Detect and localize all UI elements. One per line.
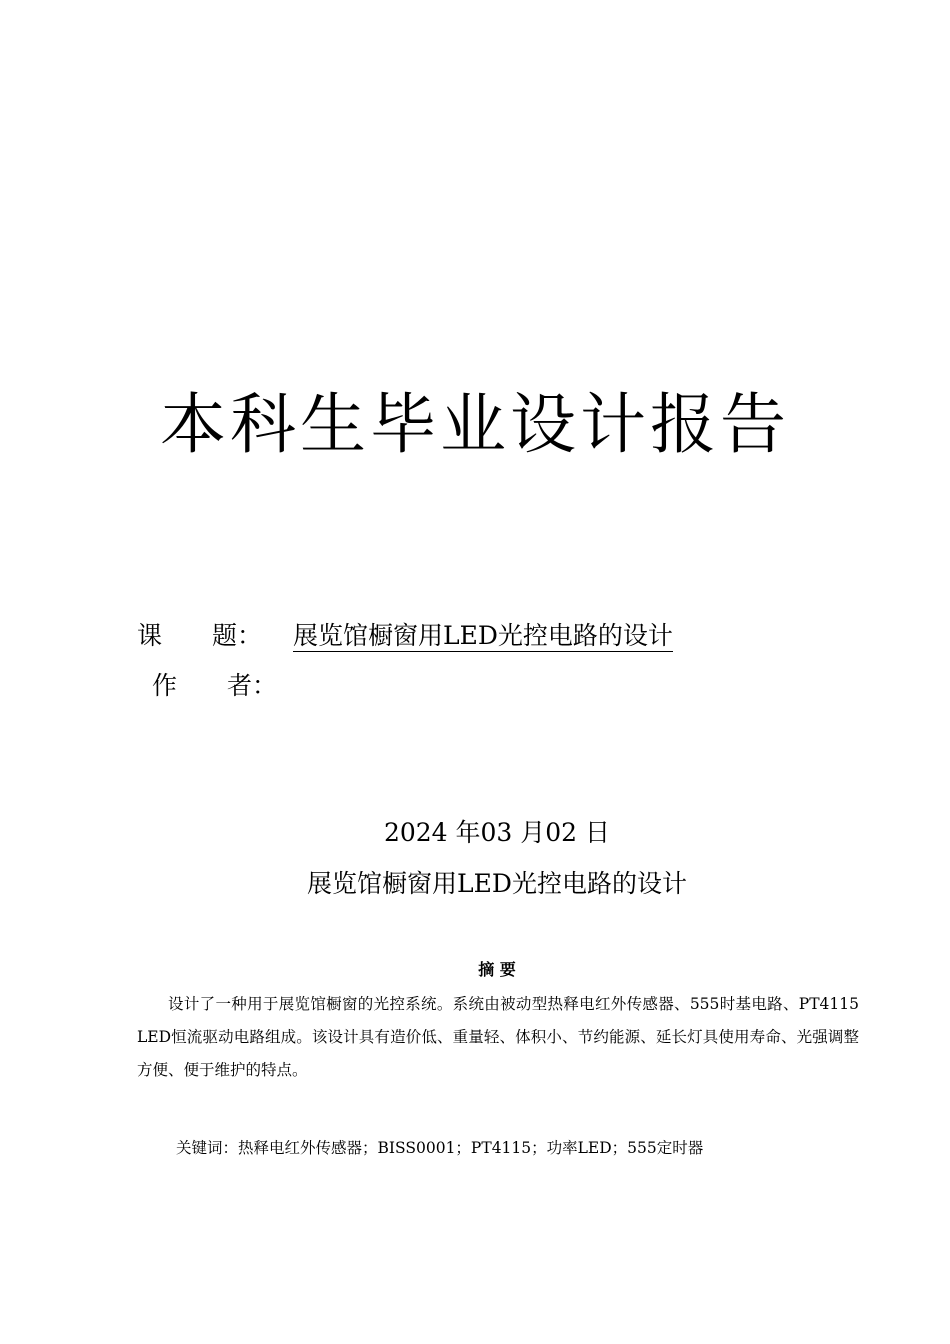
report-title: 本科生毕业设计报告 bbox=[160, 386, 790, 463]
subject-value: 展览馆橱窗用LED光控电路的设计 bbox=[293, 621, 673, 650]
report-date: 2024 年03 月02 日 bbox=[383, 818, 611, 847]
author-label: 作 者： bbox=[152, 671, 278, 700]
paper-title: 展览馆橱窗用LED光控电路的设计 bbox=[307, 869, 687, 898]
abstract-body: 设计了一种用于展览馆橱窗的光控系统。系统由被动型热释电红外传感器、555时基电路、PT4115 LED恒流驱动电路组成。该设计具有造价低、重量轻、体积小、节约能源、延长灯具使用寿命、光强调整方便、便于维护的特点。 bbox=[137, 995, 859, 1079]
author-row bbox=[152, 668, 292, 704]
keywords-line: 关键词：热释电红外传感器；BISS0001；PT4115；功率LED；555定时器 bbox=[176, 1139, 704, 1157]
subject-row bbox=[137, 618, 673, 654]
subject-label: 课 题： bbox=[137, 621, 263, 650]
abstract-heading: 摘 要 bbox=[478, 960, 516, 979]
